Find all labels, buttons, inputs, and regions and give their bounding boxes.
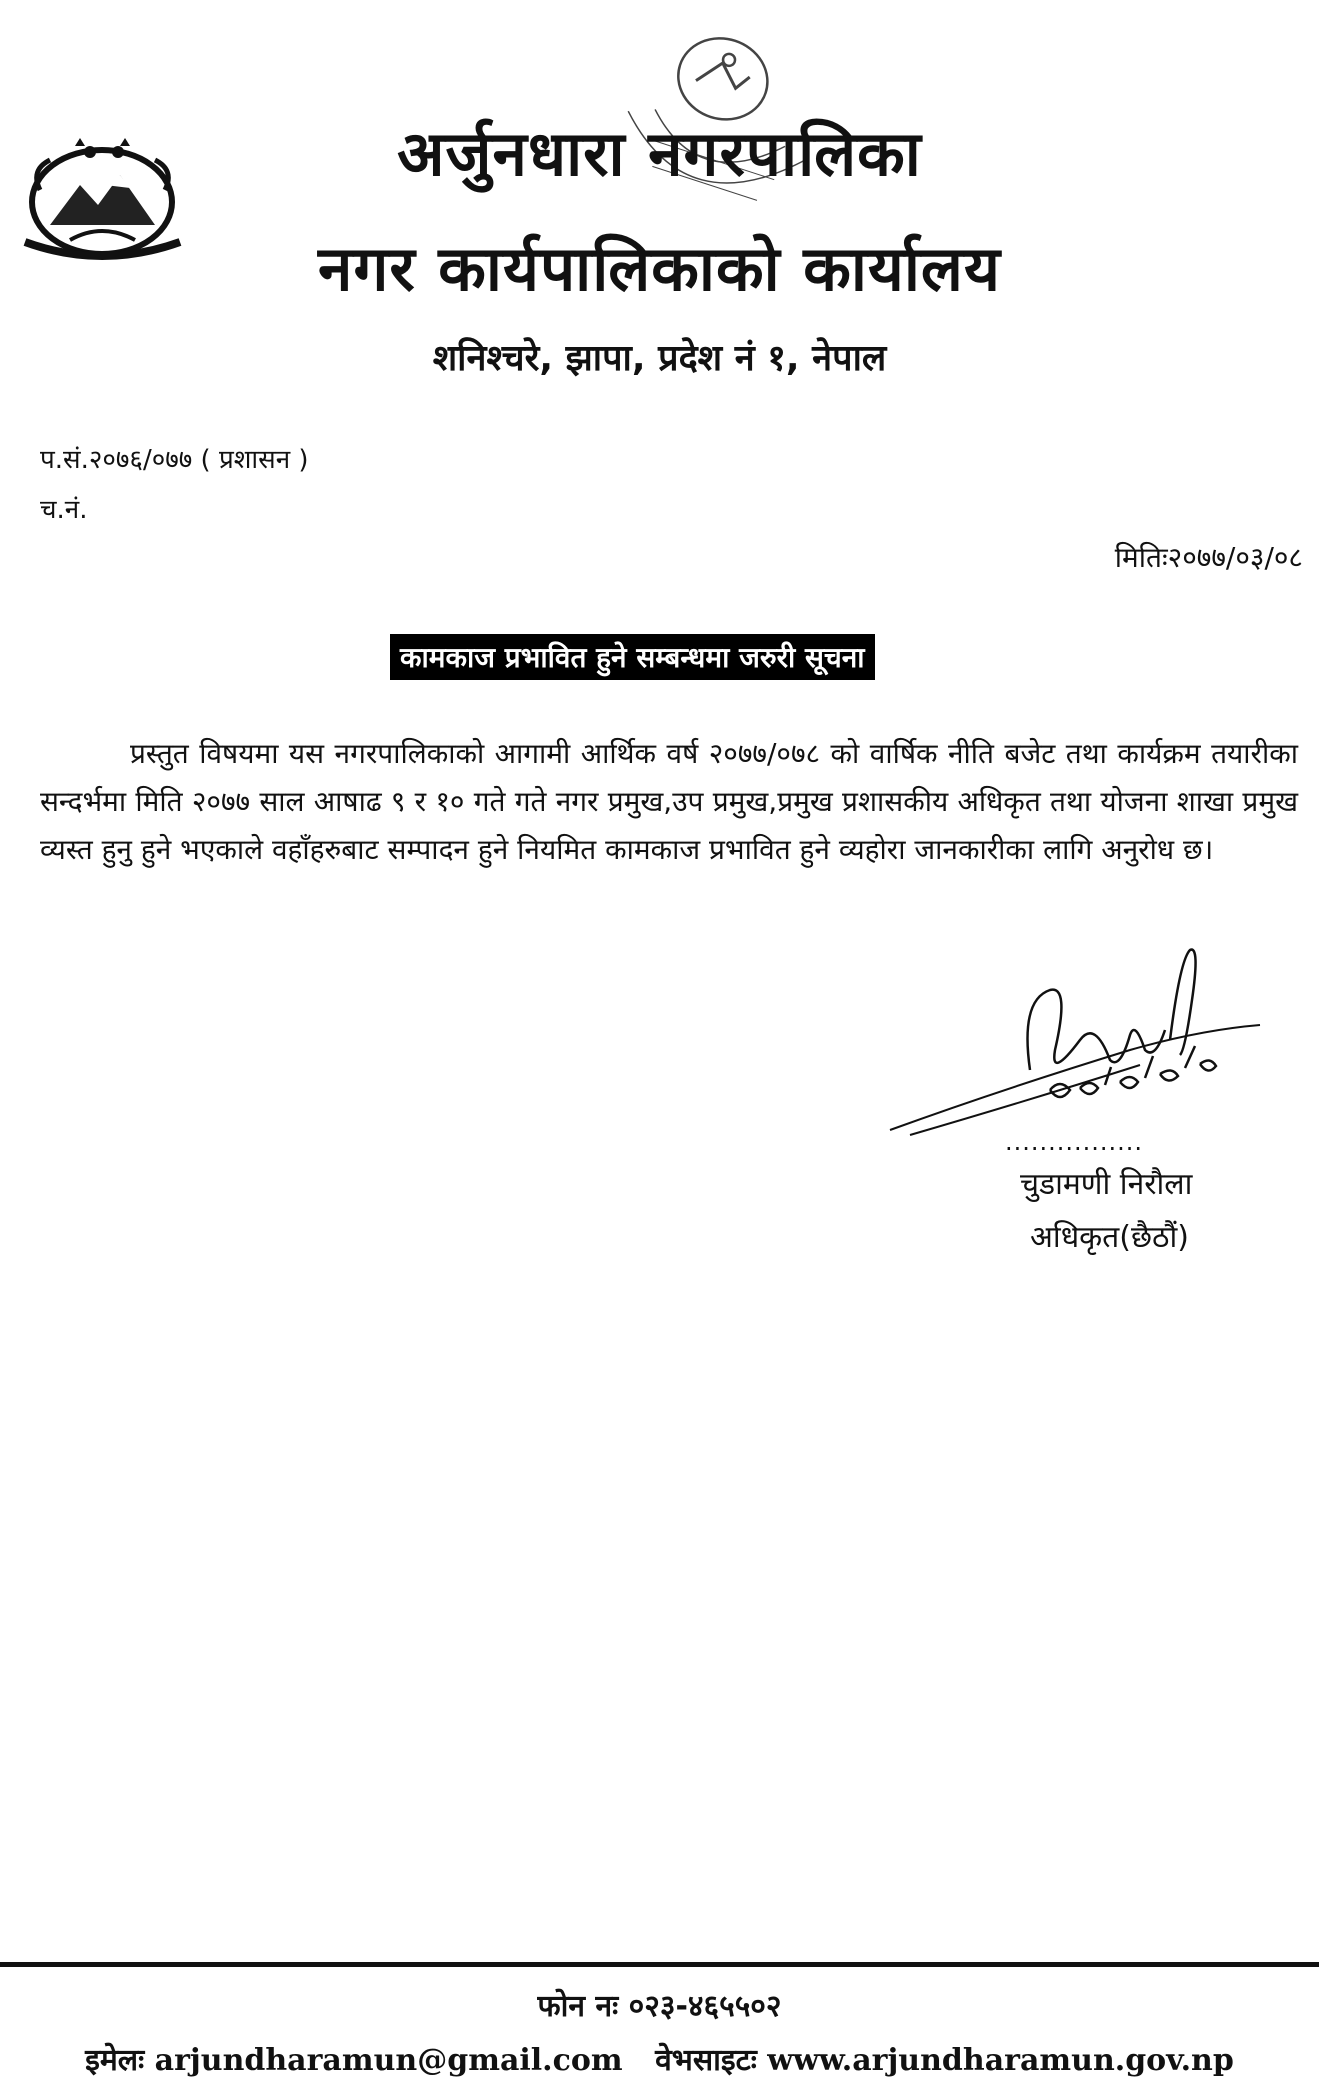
handwritten-signature (880, 940, 1280, 1150)
signer-name: चुडामणी निरौला (1020, 1167, 1193, 1202)
signature-dotted-line: ................ (1005, 1128, 1144, 1156)
dispatch-number: च.नं. (40, 495, 88, 525)
office-name: नगर कार्यपालिकाको कार्यालय (318, 232, 1001, 305)
signer-title: अधिकृत(छैठौं) (1030, 1220, 1189, 1255)
notice-body: प्रस्तुत विषयमा यस नगरपालिकाको आगामी आर्थिक वर्ष २०७७/०७८ को वार्षिक नीति बजेट तथा कार्यक्रम तयारीका सन्दर्भमा मिति २०७७ साल आषाढ ९ र १० गते गते नगर प्रमुख,उप प्रमुख,प्रमुख प्रशासकीय अधिकृत तथा योजना शाखा प्रमुख व्यस्त हुनु हुने भएकाले वहाँहरुबाट सम्पादन हुने नियमित कामकाज प्रभावित हुने व्यहोरा जानकारीका लागि अनुरोध छ। (40, 737, 1298, 866)
notice-subject: कामकाज प्रभावित हुने सम्बन्धमा जरुरी सूचना (390, 634, 875, 680)
footer-phone: फोन नः ०२३-४६५५०२ (537, 1989, 782, 2024)
website-label: वेभसाइटः (655, 2043, 757, 2078)
email-label: इमेलः (85, 2043, 145, 2078)
footer-divider (0, 1962, 1319, 1967)
website-link[interactable]: www.arjundharamun.gov.np (767, 2043, 1234, 2078)
email-link[interactable]: arjundharamun@gmail.com (154, 2043, 623, 2078)
municipality-name: अर्जुनधारा नगरपालिका (397, 117, 922, 190)
letter-date: मितिः२०७७/०३/०८ (1114, 541, 1303, 574)
footer-contact (0, 2038, 1319, 2079)
office-address: शनिश्चरे, झापा, प्रदेश नं १, नेपाल (432, 338, 887, 379)
reference-number: प.सं.२०७६/०७७ ( प्रशासन ) (40, 445, 309, 475)
